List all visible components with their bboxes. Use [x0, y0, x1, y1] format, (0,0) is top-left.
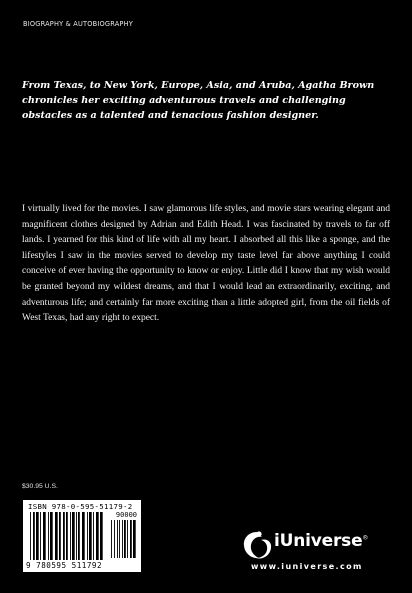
barcode-bar [33, 512, 35, 560]
barcode-bar [100, 512, 103, 560]
publisher-logo [240, 528, 390, 558]
barcode-bar [40, 512, 41, 560]
barcode-bar [117, 520, 118, 558]
barcode-addon-bars [111, 520, 137, 558]
price-label: $30.95 U.S. [22, 483, 58, 490]
barcode-bar [111, 520, 112, 558]
barcode-bar [89, 512, 92, 560]
barcode-bar [114, 520, 115, 558]
barcode-bar [59, 512, 61, 560]
barcode-bar [78, 512, 80, 560]
category-label: BIOGRAPHY & AUTOBIOGRAPHY [23, 20, 133, 28]
tagline: From Texas, to New York, Europe, Asia, and Aruba, Agatha Brown chronicles her exciting adventurous travels and challenging obstacles as a talented and tenacious fashion designer. [22, 80, 375, 122]
barcode-bar [76, 512, 77, 560]
barcode-bar [127, 520, 128, 558]
blurb-excerpt: I virtually lived for the movies. I saw glamorous life styles, and movie stars wearing elegant and magnificent clothes designed by Adrian and Edith Head. I was fascinated by travels to far off lands. I yearned for this kind of life with all my heart. I absorbed all this like a sponge, and the lifestyles I saw in the movies served to develop my taste level far above anything I could conceive of ever having the opportunity to know or enjoy. Little did I know that my wish would be granted beyond my wildest dreams, and that I would lead an extraordinarily, exciting, and adventurous life; and certainly far more exciting than a little adopted girl, from the oil fields of West Texas, had any right to expect. [22, 204, 390, 324]
isbn-number: ISBN 978-0-595-51179-2 [28, 502, 133, 511]
barcode-bar [55, 512, 58, 560]
barcode-bar [72, 512, 75, 560]
barcode-bar [30, 512, 31, 560]
barcode-bar [66, 512, 68, 560]
barcode-bar [43, 512, 46, 560]
barcode-ean-digits: 9 780595 511792 [26, 561, 103, 570]
barcode-bars [30, 512, 106, 560]
barcode-bar [50, 512, 53, 560]
iuniverse-swirl-icon [240, 528, 274, 562]
barcode-bar [133, 520, 136, 558]
barcode-bar [36, 512, 39, 560]
barcode-bar [130, 520, 132, 558]
barcode-addon-digits: 90000 [115, 511, 137, 519]
publisher-website: www.iuniverse.com [251, 562, 363, 571]
barcode-bar [93, 512, 94, 560]
barcode-bar [96, 512, 99, 560]
barcode-bar [48, 512, 49, 560]
barcode-bar [119, 520, 120, 558]
barcode-bar [82, 512, 85, 560]
barcode-bar [87, 512, 88, 560]
isbn-barcode [23, 500, 141, 572]
barcode-bar [122, 520, 123, 558]
barcode-bar [70, 512, 71, 560]
barcode-bar [124, 520, 126, 558]
barcode-bar [63, 512, 65, 560]
publisher-name: iUniverse® [274, 531, 369, 551]
